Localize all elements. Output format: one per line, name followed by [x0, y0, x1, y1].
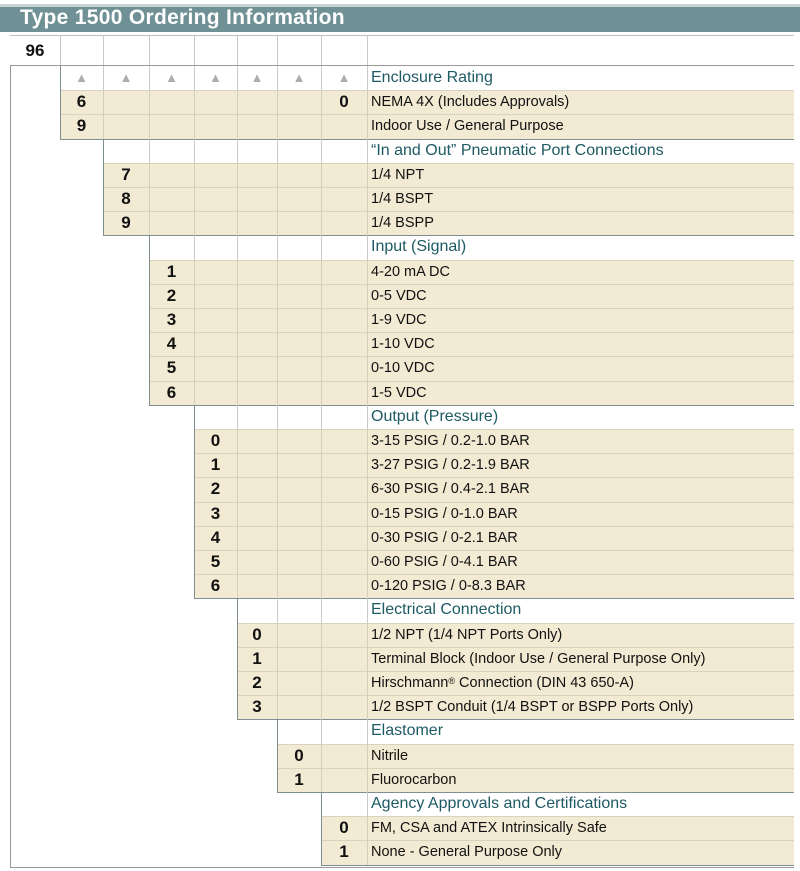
option-code: 0	[252, 624, 262, 644]
option-description-text: 0-15 PSIG / 0-1.0 BAR	[371, 505, 518, 522]
row-cell-divider	[321, 187, 322, 211]
option-description-text: 0-60 PSIG / 0-4.1 BAR	[371, 554, 518, 570]
table-row	[149, 284, 794, 308]
row-cell-divider	[237, 308, 238, 332]
heading-cell-divider	[367, 235, 368, 259]
row-cell-divider	[321, 308, 322, 332]
row-cell-divider	[277, 381, 278, 405]
table-row	[149, 260, 794, 284]
row-cell-divider	[321, 526, 322, 550]
option-description-text: 3-15 PSIG / 0.2-1.0 BAR	[371, 433, 530, 449]
row-cell-divider	[367, 671, 368, 695]
option-code: 2	[252, 673, 262, 692]
option-description	[371, 90, 569, 114]
option-description-text: NEMA 4X (Includes Approvals)	[371, 94, 570, 111]
up-arrow-icon: ▲	[209, 70, 222, 85]
option-description-text: 0-30 PSIG / 0-2.1 BAR	[371, 529, 518, 546]
table-row	[103, 163, 794, 187]
row-cell-divider	[237, 502, 238, 526]
heading-cell-divider	[194, 235, 195, 259]
section-heading: Enclosure Rating	[371, 69, 493, 86]
option-description-text: 1/2 NPT (1/4 NPT Ports Only)	[371, 626, 563, 643]
option-code: 0	[339, 818, 349, 838]
table-row	[277, 768, 794, 792]
option-description	[371, 429, 530, 453]
section-heading: “In and Out” Pneumatic Port Connections	[371, 141, 664, 159]
option-description	[371, 332, 435, 356]
option-description-text: Nitrile	[371, 747, 409, 764]
row-cell-divider	[194, 114, 195, 138]
row-cell-divider	[277, 574, 278, 598]
up-arrow-icon: ▲	[119, 70, 133, 85]
row-cell-divider	[237, 114, 238, 138]
row-cell-divider	[194, 163, 195, 187]
row-cell-divider	[237, 90, 238, 114]
row-cell-divider	[367, 453, 368, 477]
row-cell-divider	[367, 114, 368, 138]
row-cell-divider	[237, 574, 238, 598]
row-cell-divider	[367, 381, 368, 405]
option-code: 1	[339, 842, 349, 862]
row-cell-divider	[103, 114, 104, 138]
section-heading: Input (Signal)	[371, 238, 467, 256]
option-description-text: 6-30 PSIG / 0.4-2.1 BAR	[371, 481, 530, 498]
option-description	[371, 260, 450, 284]
row-cell-divider	[367, 840, 368, 864]
option-description-text: None - General Purpose Only	[371, 844, 563, 861]
row-cell-divider	[367, 816, 368, 840]
row-cell-divider	[367, 260, 368, 284]
row-rule	[149, 308, 794, 309]
option-description	[371, 163, 424, 187]
row-cell-divider	[277, 308, 278, 332]
option-description	[371, 211, 434, 235]
prefix-divider	[149, 36, 150, 65]
registered-mark: ®	[448, 676, 455, 686]
option-description-text: 1-5 VDC	[371, 384, 427, 401]
option-description	[371, 526, 518, 550]
section-bracket	[237, 598, 238, 719]
row-rule	[149, 356, 794, 357]
row-cell-divider	[367, 332, 368, 356]
row-rule	[149, 284, 794, 285]
option-code: 1	[252, 648, 262, 668]
row-cell-divider	[321, 453, 322, 477]
row-cell-divider	[277, 260, 278, 284]
section-bracket	[60, 66, 61, 139]
row-cell-divider	[321, 695, 322, 719]
option-description	[371, 816, 607, 840]
option-code: 3	[210, 503, 221, 523]
option-description	[371, 502, 518, 526]
prefix-divider	[60, 36, 61, 65]
table-row	[103, 187, 794, 211]
row-cell-divider	[194, 381, 195, 405]
row-cell-divider	[367, 647, 368, 671]
option-description	[371, 744, 408, 768]
option-description-text: Hirschmann	[371, 675, 449, 691]
prefix-divider	[277, 36, 278, 65]
row-cell-divider	[237, 356, 238, 380]
row-cell-divider	[367, 623, 368, 647]
option-code: 6	[166, 382, 177, 402]
row-rule	[149, 381, 794, 382]
option-description-text: 1/4 NPT	[371, 166, 425, 183]
prefix-divider	[237, 36, 238, 65]
option-code: 6	[210, 576, 221, 596]
row-cell-divider	[321, 623, 322, 647]
option-code: 2	[166, 285, 177, 305]
row-cell-divider	[237, 550, 238, 574]
option-description-text: 0-5 VDC	[371, 287, 427, 304]
row-cell-divider	[321, 502, 322, 526]
option-code: 1	[294, 769, 304, 789]
row-cell-divider	[277, 502, 278, 526]
row-cell-divider	[367, 768, 368, 792]
option-description	[371, 477, 530, 501]
option-description-text: 1-10 VDC	[371, 336, 435, 353]
row-cell-divider	[321, 114, 322, 138]
row-cell-divider	[321, 332, 322, 356]
up-arrow-icon: ▲	[165, 70, 178, 85]
heading-cell-divider	[237, 235, 238, 259]
option-description	[371, 647, 705, 671]
row-cell-divider	[367, 163, 368, 187]
row-cell-divider	[277, 332, 278, 356]
heading-cell-divider	[367, 719, 368, 743]
row-cell-divider	[321, 744, 322, 768]
option-description	[371, 574, 526, 598]
option-code: 6	[76, 92, 87, 112]
row-rule	[149, 332, 794, 333]
row-cell-divider	[149, 90, 150, 114]
row-cell-divider	[149, 211, 150, 235]
heading-cell-divider	[367, 792, 368, 816]
row-cell-divider	[237, 453, 238, 477]
option-description	[371, 114, 564, 138]
model-prefix: 96	[25, 41, 45, 60]
heading-cell-divider	[321, 235, 322, 259]
row-rule	[277, 744, 794, 745]
row-cell-divider	[194, 260, 195, 284]
option-description-text: 1/2 BSPT Conduit (1/4 BSPT or BSPP Ports Only)	[371, 699, 694, 716]
option-code: 4	[210, 527, 221, 547]
heading-cell-divider	[367, 405, 368, 429]
row-cell-divider	[103, 90, 104, 114]
heading-cell-divider	[237, 139, 238, 163]
row-cell-divider	[367, 284, 368, 308]
heading-cell-divider	[367, 598, 368, 622]
row-cell-divider	[194, 90, 195, 114]
option-description-text: FM, CSA and ATEX Intrinsically Safe	[371, 820, 607, 837]
up-arrow-icon: ▲	[337, 70, 351, 85]
heading-cell-divider	[321, 719, 322, 743]
heading-cell-divider	[321, 139, 322, 163]
option-description-text: Terminal Block (Indoor Use / General Purpose Only)	[371, 650, 706, 667]
option-code: 1	[210, 455, 221, 475]
row-cell-divider	[237, 284, 238, 308]
row-cell-divider	[367, 477, 368, 501]
up-arrow-icon: ▲	[250, 70, 264, 85]
row-cell-divider	[277, 90, 278, 114]
row-cell-divider	[321, 768, 322, 792]
heading-cell-divider	[277, 405, 278, 429]
row-cell-divider	[367, 550, 368, 574]
option-code: 7	[121, 164, 131, 184]
option-code: 3	[252, 697, 262, 717]
option-description-text: Indoor Use / General Purpose	[371, 118, 564, 135]
row-cell-divider	[321, 429, 322, 453]
row-cell-divider	[194, 308, 195, 332]
row-cell-divider	[277, 550, 278, 574]
up-arrow-icon: ▲	[75, 70, 88, 85]
row-cell-divider	[367, 526, 368, 550]
section-heading: Electrical Connection	[371, 601, 522, 619]
option-code: 4	[166, 334, 177, 354]
heading-cell-divider	[237, 405, 238, 429]
row-cell-divider	[367, 502, 368, 526]
option-code-extra: 0	[339, 92, 349, 112]
option-description-text: 0-120 PSIG / 0-8.3 BAR	[371, 578, 526, 595]
row-cell-divider	[277, 429, 278, 453]
row-cell-divider	[237, 187, 238, 211]
row-cell-divider	[277, 211, 278, 235]
prefix-divider	[367, 36, 368, 65]
row-rule	[103, 163, 794, 164]
option-description-text: 1-9 VDC	[371, 312, 427, 328]
page-title: Type 1500 Ordering Information	[20, 6, 345, 29]
row-cell-divider	[321, 647, 322, 671]
row-cell-divider	[277, 163, 278, 187]
row-cell-divider	[237, 477, 238, 501]
row-cell-divider	[149, 163, 150, 187]
row-cell-divider	[277, 187, 278, 211]
table-row	[277, 744, 794, 768]
option-code: 8	[121, 189, 131, 208]
row-cell-divider	[237, 163, 238, 187]
option-description	[371, 284, 427, 308]
option-code: 9	[121, 213, 131, 233]
row-cell-divider	[194, 356, 195, 380]
up-arrow-icon: ▲	[292, 70, 306, 85]
option-description-text: 3-27 PSIG / 0.2-1.9 BAR	[371, 457, 530, 474]
row-cell-divider	[277, 477, 278, 501]
row-cell-divider	[277, 695, 278, 719]
row-rule	[103, 187, 794, 188]
row-cell-divider	[367, 695, 368, 719]
row-cell-divider	[367, 90, 368, 114]
row-cell-divider	[149, 187, 150, 211]
row-cell-divider	[237, 260, 238, 284]
heading-cell-divider	[277, 139, 278, 163]
row-cell-divider	[277, 356, 278, 380]
section-heading: Output (Pressure)	[371, 407, 499, 425]
option-description	[371, 381, 427, 405]
option-description	[371, 840, 562, 864]
option-description-suffix: Connection (DIN 43 650-A)	[455, 675, 634, 691]
section-bracket	[149, 235, 150, 404]
section-heading: Agency Approvals and Certifications	[371, 795, 628, 812]
prefix-top-rule	[10, 35, 794, 36]
row-cell-divider	[367, 211, 368, 235]
heading-cell-divider	[149, 139, 150, 163]
heading-cell-divider	[367, 66, 368, 90]
section-bracket	[321, 792, 322, 865]
heading-cell-divider	[367, 139, 368, 163]
option-code: 1	[166, 261, 177, 281]
row-cell-divider	[321, 671, 322, 695]
section-heading: Elastomer	[371, 722, 444, 740]
row-cell-divider	[277, 453, 278, 477]
option-description	[371, 356, 435, 380]
row-cell-divider	[277, 526, 278, 550]
row-cell-divider	[321, 381, 322, 405]
chart-bottom-rule	[10, 867, 794, 868]
row-cell-divider	[367, 429, 368, 453]
option-code: 0	[294, 745, 304, 765]
option-description-text: 1/4 BSPT	[371, 191, 434, 207]
option-description	[371, 550, 518, 574]
heading-cell-divider	[321, 405, 322, 429]
row-cell-divider	[321, 284, 322, 308]
option-description-text: 0-10 VDC	[371, 360, 435, 377]
table-row	[103, 211, 794, 235]
section-bracket	[103, 139, 104, 236]
section-bracket	[194, 405, 195, 599]
table-row	[149, 332, 794, 356]
row-cell-divider	[321, 574, 322, 598]
option-description-text: Fluorocarbon	[371, 771, 457, 788]
row-cell-divider	[237, 332, 238, 356]
heading-cell-divider	[194, 139, 195, 163]
row-rule	[103, 211, 794, 212]
row-cell-divider	[277, 284, 278, 308]
heading-cell-divider	[321, 598, 322, 622]
row-cell-divider	[321, 260, 322, 284]
row-cell-divider	[321, 477, 322, 501]
row-cell-divider	[277, 114, 278, 138]
option-description	[371, 623, 562, 647]
section-rule	[321, 865, 794, 866]
prefix-divider	[194, 36, 195, 65]
option-description	[371, 453, 530, 477]
option-description	[371, 768, 456, 792]
heading-cell-divider	[277, 598, 278, 622]
outer-left-rule	[10, 65, 11, 867]
section-bracket	[277, 719, 278, 792]
option-description-text: 1/4 BSPP	[371, 215, 434, 232]
table-row	[149, 356, 794, 380]
row-cell-divider	[367, 308, 368, 332]
option-code: 3	[166, 310, 177, 329]
row-cell-divider	[277, 623, 278, 647]
table-row	[149, 308, 794, 332]
row-cell-divider	[194, 187, 195, 211]
row-cell-divider	[321, 550, 322, 574]
table-row	[149, 381, 794, 405]
prefix-divider	[103, 36, 104, 65]
row-cell-divider	[321, 211, 322, 235]
row-cell-divider	[194, 284, 195, 308]
option-code: 5	[166, 358, 177, 378]
prefix-divider	[321, 36, 322, 65]
row-cell-divider	[277, 671, 278, 695]
row-cell-divider	[237, 526, 238, 550]
option-code: 2	[210, 479, 221, 499]
row-cell-divider	[194, 211, 195, 235]
row-cell-divider	[277, 647, 278, 671]
row-cell-divider	[367, 574, 368, 598]
row-cell-divider	[367, 356, 368, 380]
row-cell-divider	[321, 356, 322, 380]
option-description	[371, 187, 433, 211]
row-cell-divider	[237, 211, 238, 235]
row-cell-divider	[321, 163, 322, 187]
option-code: 5	[210, 552, 221, 571]
row-cell-divider	[367, 744, 368, 768]
option-description-text: 4-20 mA DC	[371, 263, 450, 280]
option-code: 9	[76, 116, 87, 136]
row-rule	[277, 768, 794, 769]
row-cell-divider	[367, 187, 368, 211]
row-rule	[149, 260, 794, 261]
row-cell-divider	[237, 381, 238, 405]
row-cell-divider	[149, 114, 150, 138]
heading-cell-divider	[277, 235, 278, 259]
option-description	[371, 308, 427, 332]
row-cell-divider	[194, 332, 195, 356]
row-cell-divider	[237, 429, 238, 453]
option-code: 0	[210, 431, 221, 450]
option-description	[371, 695, 693, 719]
option-description	[371, 671, 634, 695]
